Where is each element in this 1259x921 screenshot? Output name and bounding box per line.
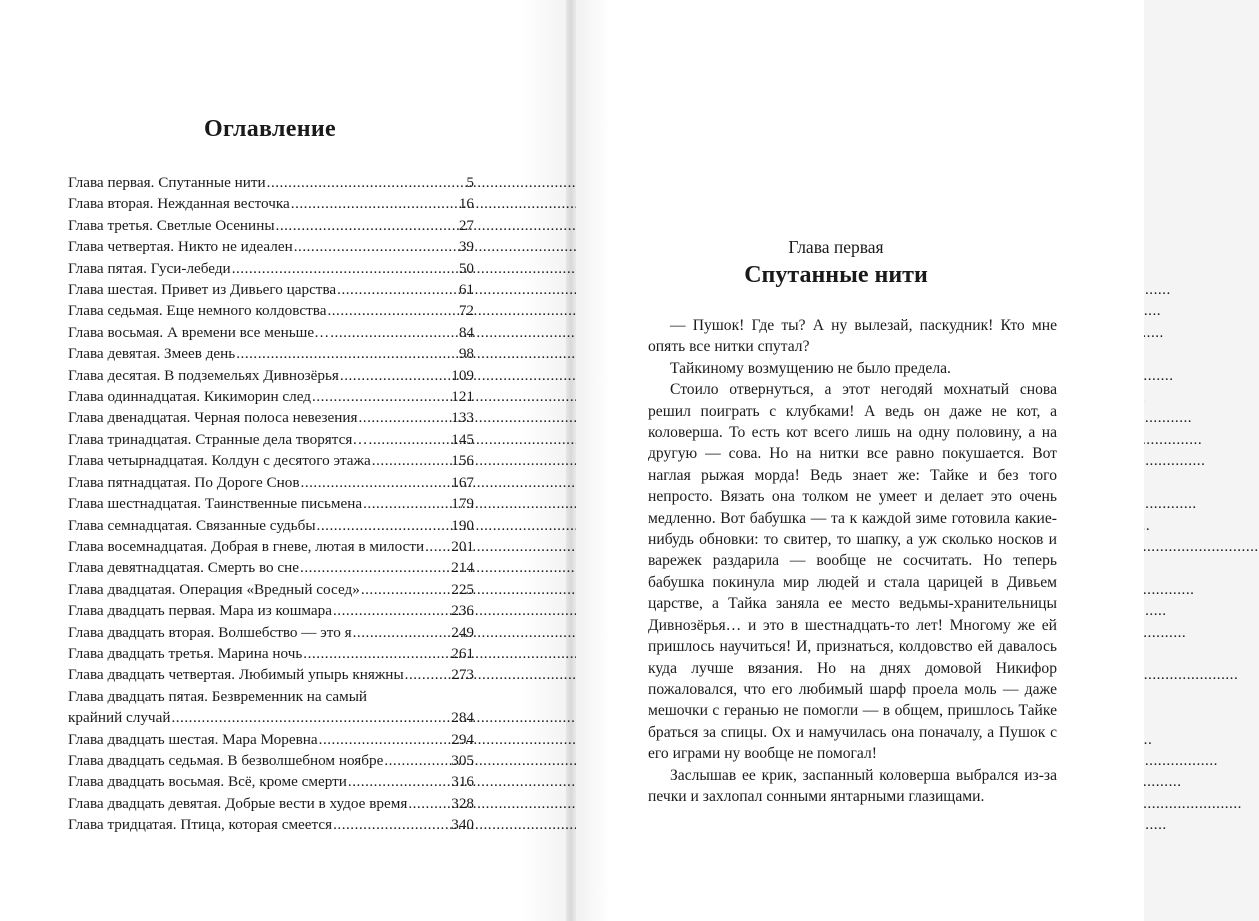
contents-dot-leader (405, 664, 451, 685)
contents-dot-leader (276, 215, 458, 236)
contents-entry-title: Глава пятнадцатая. По Дороге Снов (68, 473, 300, 491)
contents-list (68, 172, 474, 836)
contents-entry-page: 328 (451, 794, 474, 812)
chapter-paragraph: Тайкиному возмущению не было предела. (670, 359, 951, 377)
contents-entry-title: Глава восьмая. А времени все меньше… (68, 323, 330, 341)
contents-entry (68, 557, 474, 578)
contents-entry (68, 343, 474, 364)
contents-dot-leader (358, 407, 450, 428)
contents-dot-leader (294, 236, 458, 257)
contents-entry-title: Глава двадцать восьмая. Всё, кроме смерти (68, 773, 347, 791)
contents-entry-page: 84 (458, 323, 474, 341)
contents-dot-leader (333, 600, 450, 621)
chapter-paragraph: — Пушок! Где ты? А ну вылезай, паскудник! Кто мне опять все нитки спутал? (648, 317, 1057, 356)
contents-dot-leader (330, 322, 458, 343)
contents-entry-page: 179 (451, 495, 474, 513)
contents-entry (68, 793, 474, 814)
contents-entry-page: 5 (466, 174, 474, 191)
contents-entry (68, 258, 474, 279)
contents-entry-title: Глава шестнадцатая. Таинственные письмена (68, 495, 363, 513)
contents-entry-page: 27 (458, 216, 474, 234)
contents-entry (68, 515, 474, 536)
contents-entry-page: 261 (451, 644, 474, 662)
contents-entry-page: 294 (451, 730, 474, 748)
contents-dot-leader (353, 622, 451, 643)
contents-dot-leader (363, 493, 450, 514)
contents-entry (68, 814, 474, 835)
contents-entry-title: Глава двадцать первая. Мара из кошмара (68, 602, 332, 620)
contents-entry-title: Глава двадцать вторая. Волшебство — это я (68, 623, 352, 641)
contents-entry-page: 121 (451, 388, 474, 406)
contents-entry (68, 750, 474, 771)
contents-entry-title: Глава девятая. Змеев день (68, 345, 236, 363)
contents-entry-title: Глава девятнадцатая. Смерть во сне (68, 559, 300, 577)
contents-dot-leader (337, 279, 458, 300)
contents-dot-leader (340, 365, 450, 386)
chapter-paragraph: Заслышав ее крик, заспанный коловерша выбрался из-за печки и захлопал сонными янтарными глазищами. (648, 766, 1057, 805)
contents-entry-title: крайний случай (68, 709, 171, 727)
contents-dot-leader (327, 300, 457, 321)
contents-entry-first-line: Глава двадцать пятая. Безвременник на самый (68, 687, 368, 705)
contents-entry (68, 536, 474, 557)
contents-entry (68, 493, 474, 514)
contents-entry-title: Глава тринадцатая. Странные дела творятся… (68, 430, 368, 448)
contents-entry-title: Глава шестая. Привет из Дивьего царства (68, 281, 337, 299)
contents-entry (68, 386, 474, 407)
contents-entry (68, 300, 474, 321)
contents-entry (68, 429, 474, 450)
chapter-title: Спутанные нити (744, 262, 928, 288)
contents-entry (68, 365, 474, 386)
contents-entry-title: Глава двадцать шестая. Мара Моревна (68, 730, 318, 748)
contents-page (0, 0, 566, 921)
contents-entry-page: 133 (451, 409, 474, 427)
contents-entry-page: 16 (458, 195, 474, 213)
contents-entry-page: 236 (451, 602, 474, 620)
contents-dot-leader (171, 707, 450, 728)
contents-entry-title: Глава первая. Спутанные нити (68, 174, 266, 191)
contents-entry (68, 279, 474, 300)
contents-entry (68, 450, 474, 471)
contents-entry (68, 472, 474, 493)
contents-entry-page: 50 (458, 259, 474, 277)
contents-entry-title: Глава четырнадцатая. Колдун с десятого этажа (68, 452, 371, 470)
contents-entry-page: 98 (458, 345, 474, 363)
contents-title: Оглавление (204, 116, 336, 142)
contents-entry-page: 273 (451, 666, 474, 684)
contents-entry-page: 61 (458, 281, 474, 299)
contents-entry (68, 579, 474, 600)
contents-entry-page: 167 (451, 473, 474, 491)
contents-dot-leader (267, 172, 466, 193)
contents-entry-page: 201 (451, 537, 474, 555)
contents-entry (68, 643, 474, 664)
contents-entry-title: Глава четвертая. Никто не идеален (68, 238, 293, 256)
contents-entry (68, 215, 474, 236)
contents-dot-leader (232, 258, 458, 279)
contents-entry-title: Глава восемнадцатая. Добрая в гневе, лютая в милости (68, 537, 425, 555)
contents-entry (68, 407, 474, 428)
contents-dot-leader (372, 450, 450, 471)
contents-entry-title: Глава тридцатая. Птица, которая смеется (68, 816, 333, 834)
contents-dot-leader (384, 750, 450, 771)
contents-entry-page: 316 (451, 773, 474, 791)
contents-entry-page: 249 (451, 623, 474, 641)
chapter-page (576, 0, 1144, 921)
contents-entry-page: 305 (451, 751, 474, 769)
contents-dot-leader (333, 814, 450, 835)
contents-dot-leader (319, 729, 451, 750)
contents-entry-title: Глава двадцать седьмая. В безволшебном ноябре (68, 751, 384, 769)
contents-entry-title: Глава двадцать третья. Марина ночь (68, 644, 303, 662)
chapter-paragraph: Стоило отвернуться, а этот негодяй мохнатый снова решил поиграть с клубками! А ведь он даже не кот, а коловерша. То есть кот всего лишь на одну половину, а на другую — сова. Но на нитки все равно покушается. Вот наглая рыжая морда! Ведь знает же: Тайке и без того непросто. Вязать она толком не умеет и делает это очень медленно. Вот бабушка — та к каждой зиме готовила какие-нибудь обновки: то свитер, то шапку, а уж сколько носков и варежек раздарила — вообще не сосчитать. Но теперь бабушка покинула мир людей и стала царицей в Дивьем царстве, а Тайка заняла ее место ведьмы-хранительницы Дивнозёрья… и это в шестнадцать-то лет! Многому же ей пришлось научиться! И, признаться, колдовство ей давалось куда лучше вязания. Но на днях домовой Никифор пожаловался, что его любимый шарф проела моль — даже мешочки с геранью не помогли — в общем, пришлось Тайке браться за спицы. Ох и намучилась она поначалу, а Пушок с его играми ну вообще не помогал! (648, 381, 1057, 763)
contents-entry-page: 156 (451, 452, 474, 470)
contents-entry-title: Глава одиннадцатая. Кикиморин след (68, 388, 312, 406)
contents-dot-leader (317, 515, 451, 536)
contents-dot-leader (425, 536, 450, 557)
contents-entry (68, 172, 474, 193)
contents-entry (68, 322, 474, 343)
contents-entry-page: 190 (451, 516, 474, 534)
contents-entry-title: Глава десятая. В подземельях Дивнозёрья (68, 366, 339, 384)
contents-dot-leader (348, 771, 450, 792)
chapter-number: Глава первая (788, 237, 884, 257)
contents-entry-title: Глава семнадцатая. Связанные судьбы (68, 516, 316, 534)
contents-entry-page: 214 (451, 559, 474, 577)
contents-entry (68, 664, 474, 685)
contents-entry-title: Глава вторая. Нежданная весточка (68, 195, 290, 213)
contents-entry (68, 236, 474, 257)
contents-dot-leader (312, 386, 450, 407)
contents-entry (68, 193, 474, 214)
contents-entry-title: Глава двадцать четвертая. Любимый упырь княжны (68, 666, 404, 684)
contents-entry-title: Глава седьмая. Еще немного колдовства (68, 302, 327, 320)
contents-dot-leader (408, 793, 450, 814)
contents-entry-page: 39 (458, 238, 474, 256)
chapter-text (648, 315, 1057, 807)
contents-entry-page: 145 (451, 430, 474, 448)
contents-entry (68, 707, 474, 728)
contents-entry-title: Глава двенадцатая. Черная полоса невезения (68, 409, 358, 427)
contents-entry-title: Глава двадцать девятая. Добрые вести в худое время (68, 794, 408, 812)
contents-entry-page: 340 (451, 816, 474, 834)
contents-entry-title: Глава двадцатая. Операция «Вредный сосед» (68, 580, 360, 598)
contents-dot-leader (301, 472, 451, 493)
contents-dot-leader (291, 193, 458, 214)
contents-entry-title: Глава третья. Светлые Осенины (68, 216, 275, 234)
contents-dot-leader (361, 579, 450, 600)
contents-entry-title: Глава пятая. Гуси-лебеди (68, 259, 231, 277)
contents-entry (68, 622, 474, 643)
contents-entry-page: 72 (458, 302, 474, 320)
contents-dot-leader (369, 429, 451, 450)
contents-dot-leader (236, 343, 458, 364)
contents-entry (68, 771, 474, 792)
contents-entry-page: 225 (451, 580, 474, 598)
contents-dot-leader (300, 557, 450, 578)
contents-entry-page: 109 (451, 366, 474, 384)
contents-dot-leader (303, 643, 450, 664)
contents-entry (68, 600, 474, 621)
contents-entry-page: 284 (451, 709, 474, 727)
contents-entry (68, 729, 474, 750)
